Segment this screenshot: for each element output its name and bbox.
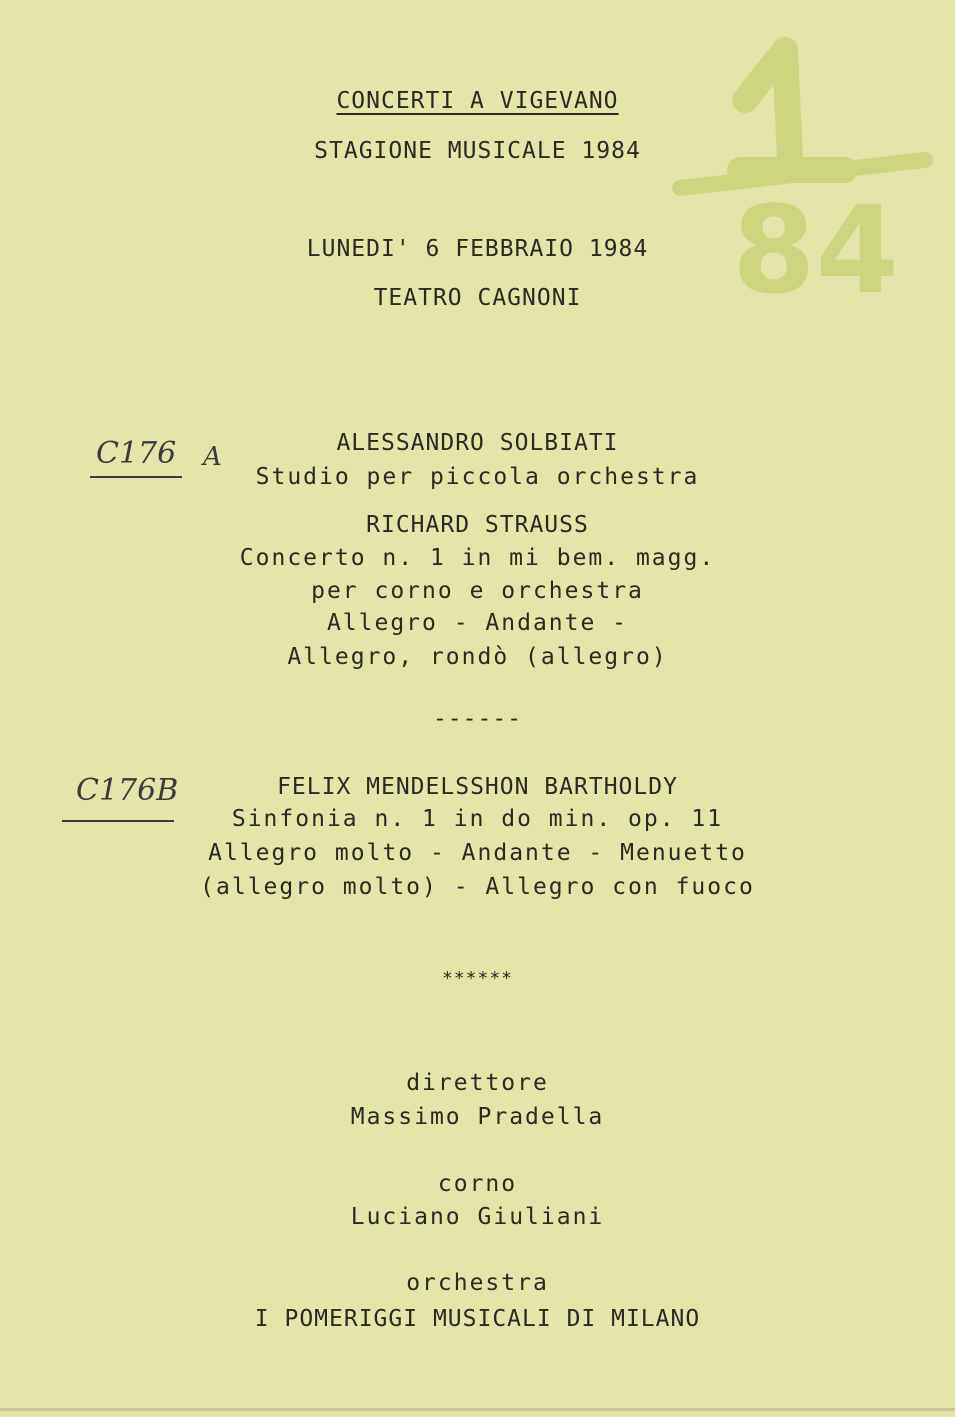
work2-composer: RICHARD STRAUSS <box>366 512 589 538</box>
work2-line1: Concerto n. 1 in mi bem. magg. <box>239 545 716 571</box>
work2-line4: Allegro, rondò (allegro) <box>287 644 668 670</box>
page-bottom-edge <box>0 1408 955 1411</box>
stars-separator: ****** <box>441 968 514 989</box>
conductor-label: direttore <box>406 1070 549 1096</box>
conductor-name: Massimo Pradella <box>350 1104 605 1130</box>
work1-title: Studio per piccola orchestra <box>255 464 700 490</box>
work2-line3: Allegro - Andante - <box>326 610 629 636</box>
work3-line1: Sinfonia n. 1 in do min. op. 11 <box>231 806 724 832</box>
work3-line2: Allegro molto - Andante - Menuetto <box>208 840 747 866</box>
stamp-1-84-mark <box>660 20 950 320</box>
header-title: CONCERTI A VIGEVANO <box>336 88 619 114</box>
concert-venue: TEATRO CAGNONI <box>373 285 582 311</box>
catalog-mark-c176: C176 <box>96 436 177 471</box>
stamp-1-text: 1 <box>660 20 661 21</box>
work3-composer: FELIX MENDELSSHON BARTHOLDY <box>277 774 678 800</box>
header-season: STAGIONE MUSICALE 1984 <box>314 138 641 164</box>
stamp-84-text: 84 <box>732 182 899 320</box>
catalog-mark-c176b: C176B <box>76 773 179 808</box>
work3-line3: (allegro molto) - Allegro con fuoco <box>200 874 755 900</box>
horn-soloist-name: Luciano Giuliani <box>350 1204 605 1230</box>
horn-label: corno <box>437 1171 518 1197</box>
orchestra-label: orchestra <box>406 1270 549 1296</box>
interval-separator: ------ <box>432 706 523 732</box>
work1-composer: ALESSANDRO SOLBIATI <box>336 430 619 456</box>
concert-date: LUNEDI' 6 FEBBRAIO 1984 <box>306 236 649 262</box>
work2-line2: per corno e orchestra <box>311 578 644 604</box>
catalog-mark-letter-a: A <box>203 442 222 472</box>
orchestra-name: I POMERIGGI MUSICALI DI MILANO <box>254 1306 701 1332</box>
